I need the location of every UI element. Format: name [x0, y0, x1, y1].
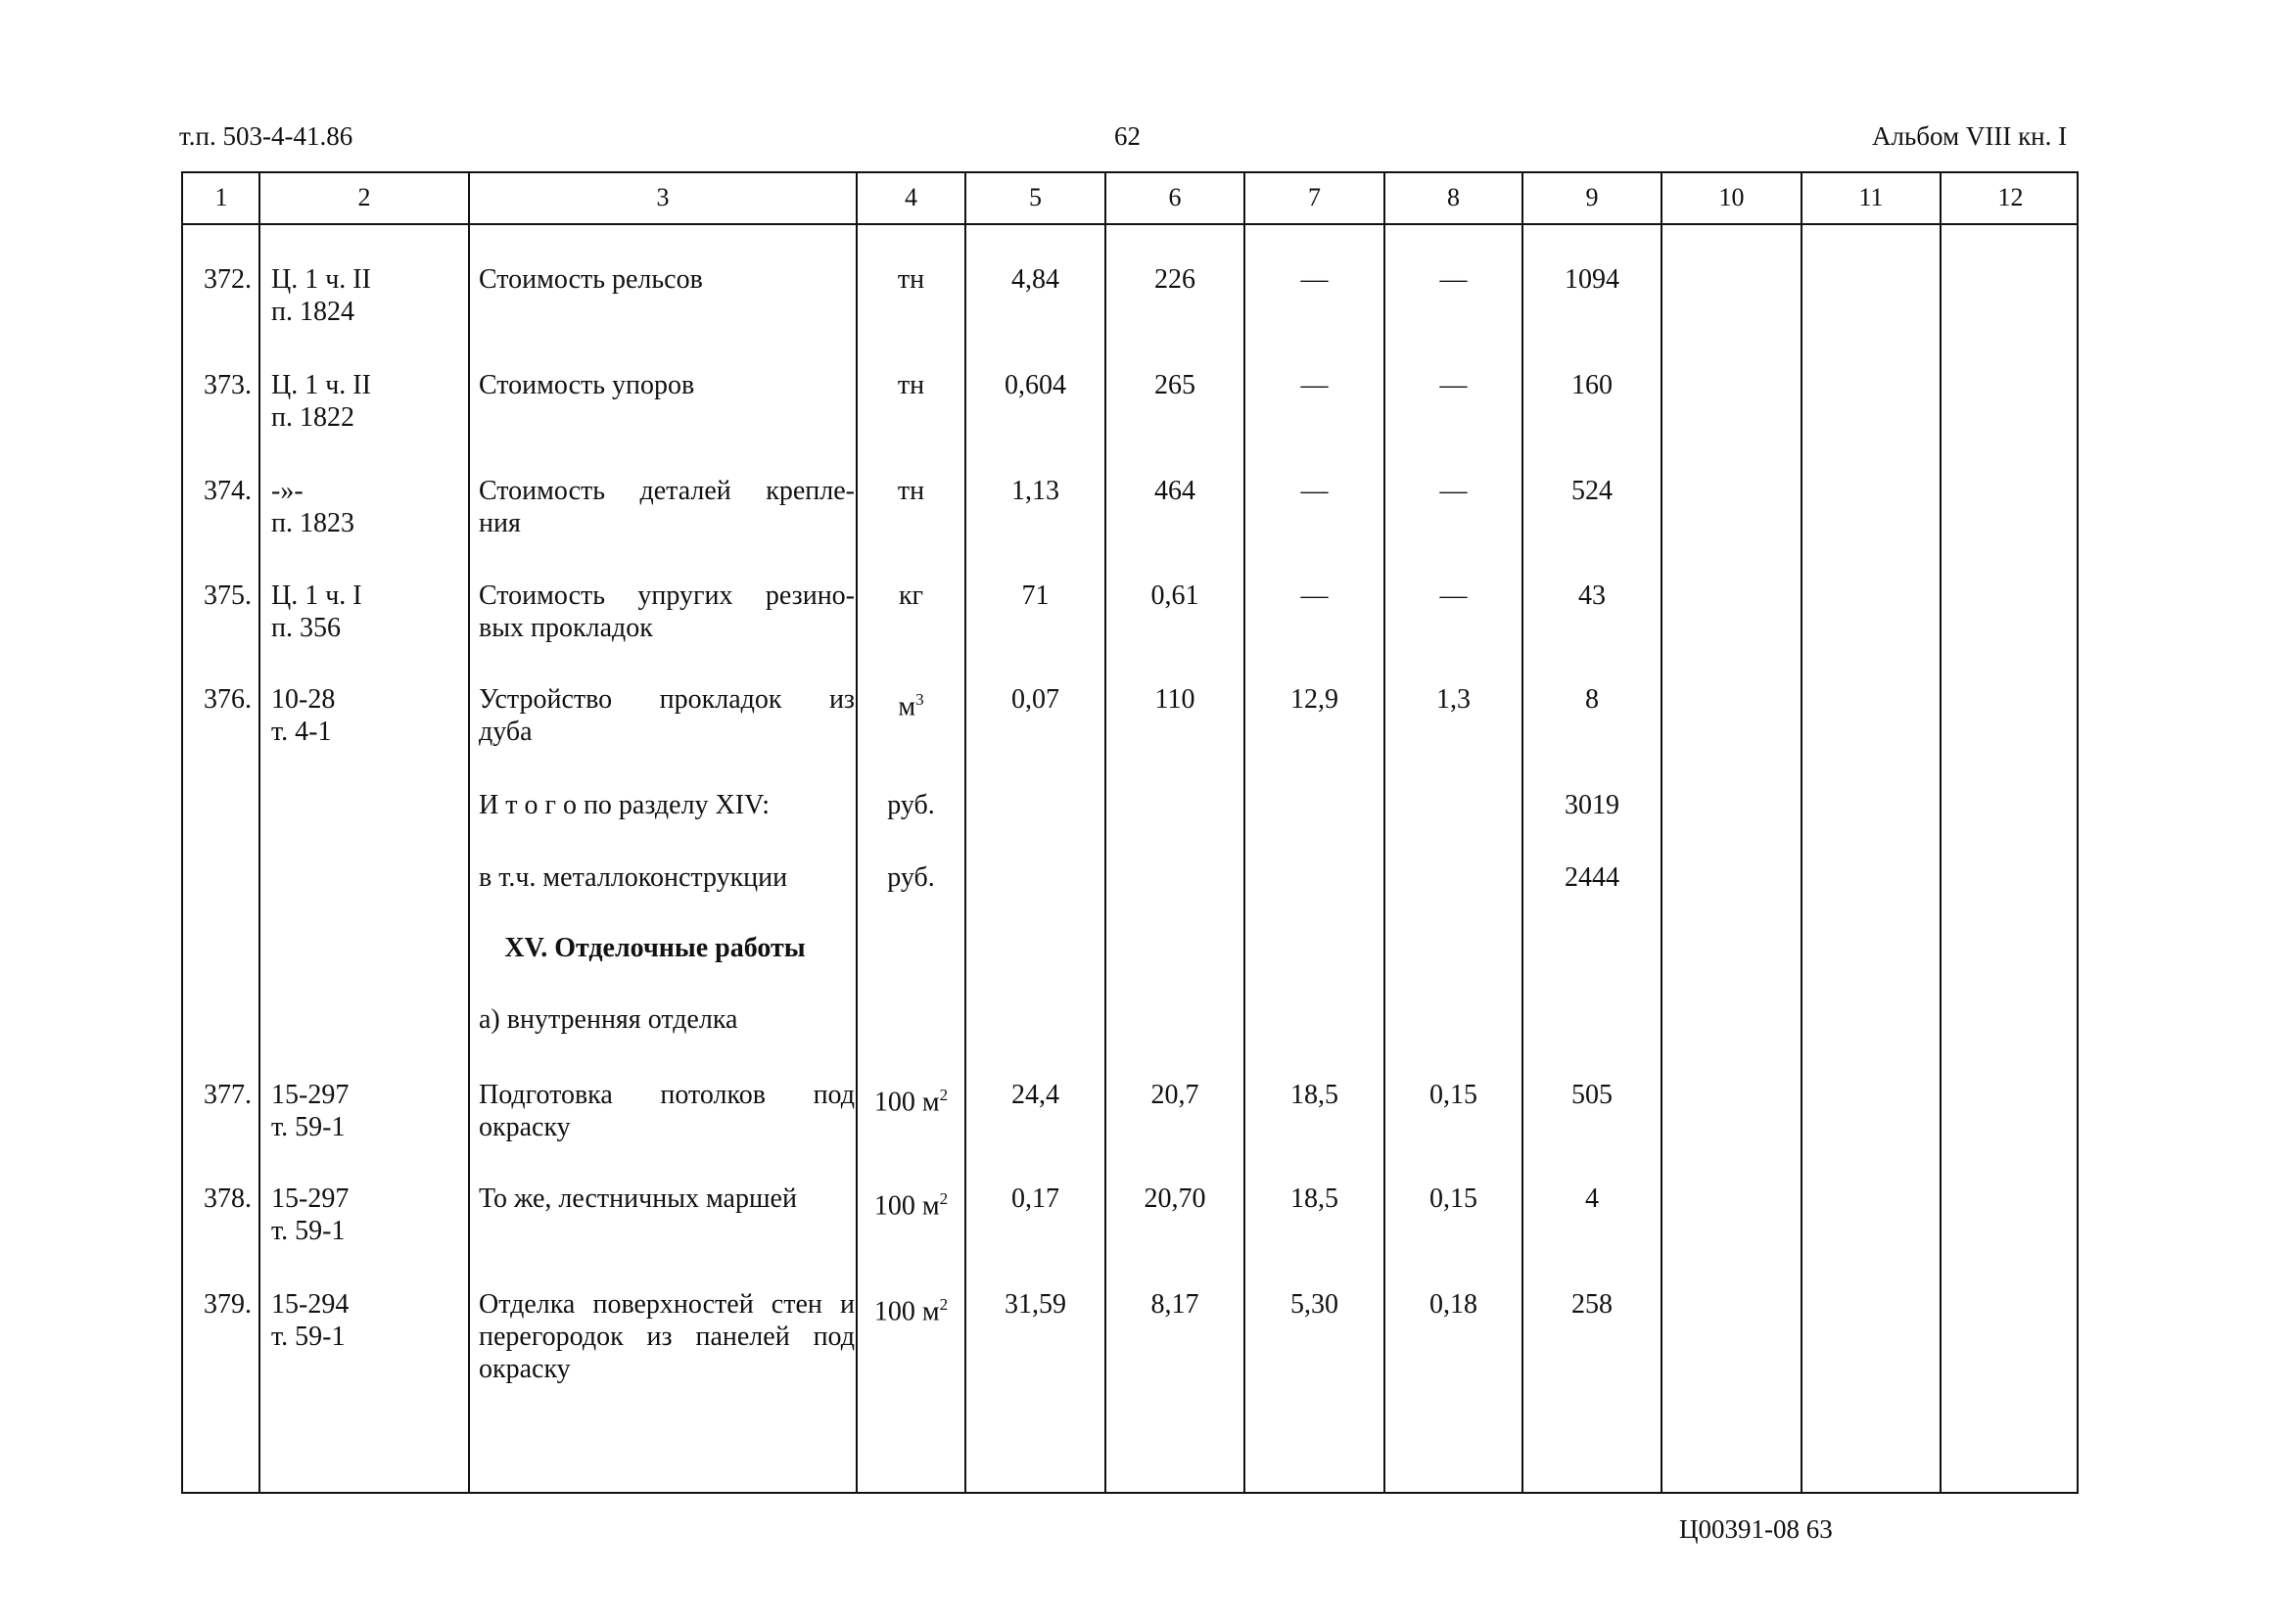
value-c7: —	[1300, 476, 1329, 506]
name-line: ния	[479, 508, 521, 538]
reference-line: т. 59-1	[271, 1216, 346, 1246]
value-c6: 226	[1154, 264, 1195, 295]
unit: руб.	[887, 790, 935, 820]
value-c6: 110	[1154, 684, 1195, 715]
value-c7: —	[1300, 264, 1329, 295]
name-line: Стоимость упоров	[479, 370, 695, 400]
work-name	[479, 369, 855, 401]
row-number: 374.	[204, 476, 252, 506]
name-line: перегородок из панелей под	[479, 1322, 855, 1352]
value-c6: 0,61	[1150, 580, 1199, 611]
work-name	[479, 932, 831, 964]
column-number: 7	[1308, 183, 1321, 211]
name-line: XV. Отделочные работы	[504, 933, 806, 963]
name-line: И т о г о по разделу XIV:	[479, 790, 771, 820]
value-c9: 3019	[1565, 790, 1619, 820]
column-divider	[1801, 173, 1802, 1492]
column-number: 1	[214, 183, 228, 211]
reference-line: Ц. 1 ч. II	[271, 370, 371, 400]
value-c9: 8	[1585, 684, 1599, 715]
unit: 100 $м^2$	[873, 1086, 949, 1118]
value-c8: 0,15	[1429, 1080, 1477, 1110]
work-name	[479, 263, 855, 296]
estimate-table	[181, 171, 2079, 1494]
name-line: вых прокладок	[479, 613, 653, 643]
reference-line: т. 59-1	[271, 1322, 346, 1352]
unit: $м^3$	[898, 690, 924, 722]
name-line: Устройство прокладок из	[479, 684, 855, 715]
album-label: Альбом VIII кн. I	[1872, 121, 2068, 151]
value-c6: 8,17	[1150, 1289, 1199, 1320]
unit: 100 $м^2$	[873, 1189, 949, 1222]
value-c6: 20,7	[1150, 1080, 1199, 1110]
page-number: 62	[1114, 121, 1141, 151]
norm-reference	[271, 475, 457, 539]
value-c5: 0,604	[1005, 370, 1066, 400]
value-c8: 0,15	[1429, 1183, 1477, 1214]
column-number: 11	[1858, 183, 1884, 211]
row-number: 373.	[204, 370, 252, 400]
name-line: Стоимость деталей крепле-	[479, 476, 855, 506]
value-c9: 43	[1578, 580, 1606, 611]
value-c7: —	[1300, 370, 1329, 400]
unit: руб.	[887, 862, 935, 893]
column-number: 10	[1718, 183, 1745, 211]
column-number: 8	[1447, 183, 1460, 211]
name-line: Стоимость рельсов	[479, 264, 703, 295]
column-divider	[1940, 173, 1942, 1492]
name-line: окраску	[479, 1354, 571, 1384]
value-c8: —	[1439, 476, 1468, 506]
reference-line: Ц. 1 ч. II	[271, 264, 371, 295]
name-line: Отделка поверхностей стен и	[479, 1289, 855, 1320]
unit: тн	[897, 476, 925, 506]
column-number: 12	[1997, 183, 2024, 211]
row-number: 372.	[204, 264, 252, 295]
norm-reference	[271, 263, 457, 328]
value-c7: 5,30	[1290, 1289, 1338, 1320]
row-number: 379.	[204, 1289, 252, 1320]
unit: тн	[897, 264, 925, 295]
column-number: 4	[905, 183, 917, 211]
name-line: в т.ч. металлоконструкции	[479, 862, 788, 893]
name-line: То же, лестничных маршей	[479, 1183, 797, 1214]
value-c7: —	[1300, 580, 1329, 611]
value-c6: 20,70	[1144, 1183, 1206, 1214]
value-c8: 0,18	[1429, 1289, 1477, 1320]
column-number: 6	[1168, 183, 1182, 211]
work-name	[479, 1003, 855, 1036]
value-c9: 2444	[1565, 862, 1619, 893]
row-number: 378.	[204, 1183, 252, 1214]
reference-line: п. 1822	[271, 402, 354, 433]
reference-line: 10-28	[271, 684, 336, 715]
reference-line: 15-294	[271, 1289, 350, 1320]
reference-line: Ц. 1 ч. I	[271, 580, 362, 611]
norm-reference	[271, 580, 457, 644]
reference-line: 15-297	[271, 1080, 350, 1110]
value-c9: 258	[1571, 1289, 1613, 1320]
value-c5: 71	[1021, 580, 1050, 611]
work-name	[479, 789, 855, 821]
value-c9: 4	[1585, 1183, 1599, 1214]
value-c5: 0,07	[1011, 684, 1059, 715]
reference-line: п. 1824	[271, 297, 354, 327]
value-c7: 18,5	[1290, 1080, 1338, 1110]
value-c5: 0,17	[1011, 1183, 1059, 1214]
reference-line: -»-	[271, 476, 304, 506]
name-line: окраску	[479, 1112, 571, 1142]
work-name	[479, 475, 855, 539]
reference-line: п. 356	[271, 613, 341, 643]
reference-line: т. 4-1	[271, 717, 332, 747]
value-c5: 1,13	[1011, 476, 1059, 506]
value-c6: 265	[1154, 370, 1195, 400]
value-c7: 18,5	[1290, 1183, 1338, 1214]
work-name	[479, 1288, 855, 1385]
work-name	[479, 861, 855, 894]
value-c8: —	[1439, 370, 1468, 400]
unit: тн	[897, 370, 925, 400]
norm-reference	[271, 1183, 457, 1247]
norm-reference	[271, 1079, 457, 1143]
column-number: 2	[357, 183, 371, 211]
name-line: а) внутренняя отделка	[479, 1004, 738, 1035]
value-c7: 12,9	[1290, 684, 1338, 715]
value-c8: —	[1439, 264, 1468, 295]
work-name	[479, 1183, 855, 1215]
row-number: 376.	[204, 684, 252, 715]
footer-code: Ц00391-08 63	[1679, 1514, 1833, 1544]
work-name	[479, 580, 855, 644]
column-divider	[468, 173, 470, 1492]
name-line: дуба	[479, 717, 533, 747]
work-name	[479, 1079, 855, 1143]
name-line: Стоимость упругих резино-	[479, 580, 855, 611]
value-c5: 24,4	[1011, 1080, 1059, 1110]
value-c9: 524	[1571, 476, 1613, 506]
column-divider	[258, 173, 260, 1492]
document-code: т.п. 503-4-41.86	[179, 121, 353, 151]
value-c9: 160	[1571, 370, 1613, 400]
value-c8: 1,3	[1436, 684, 1471, 715]
norm-reference	[271, 683, 457, 748]
reference-line: 15-297	[271, 1183, 350, 1214]
name-line: Подготовка потолков под	[479, 1080, 855, 1110]
value-c5: 4,84	[1011, 264, 1059, 295]
value-c9: 1094	[1565, 264, 1619, 295]
value-c6: 464	[1154, 476, 1195, 506]
value-c9: 505	[1571, 1080, 1613, 1110]
reference-line: т. 59-1	[271, 1112, 346, 1142]
unit: кг	[898, 580, 924, 611]
value-c8: —	[1439, 580, 1468, 611]
work-name	[479, 683, 855, 748]
unit: 100 $м^2$	[873, 1295, 949, 1327]
row-number: 377.	[204, 1080, 252, 1110]
reference-line: п. 1823	[271, 508, 354, 538]
norm-reference	[271, 369, 457, 434]
row-number: 375.	[204, 580, 252, 611]
column-number: 9	[1585, 183, 1599, 211]
column-number: 5	[1029, 183, 1042, 211]
norm-reference	[271, 1288, 457, 1353]
column-number: 3	[656, 183, 670, 211]
value-c5: 31,59	[1005, 1289, 1066, 1320]
